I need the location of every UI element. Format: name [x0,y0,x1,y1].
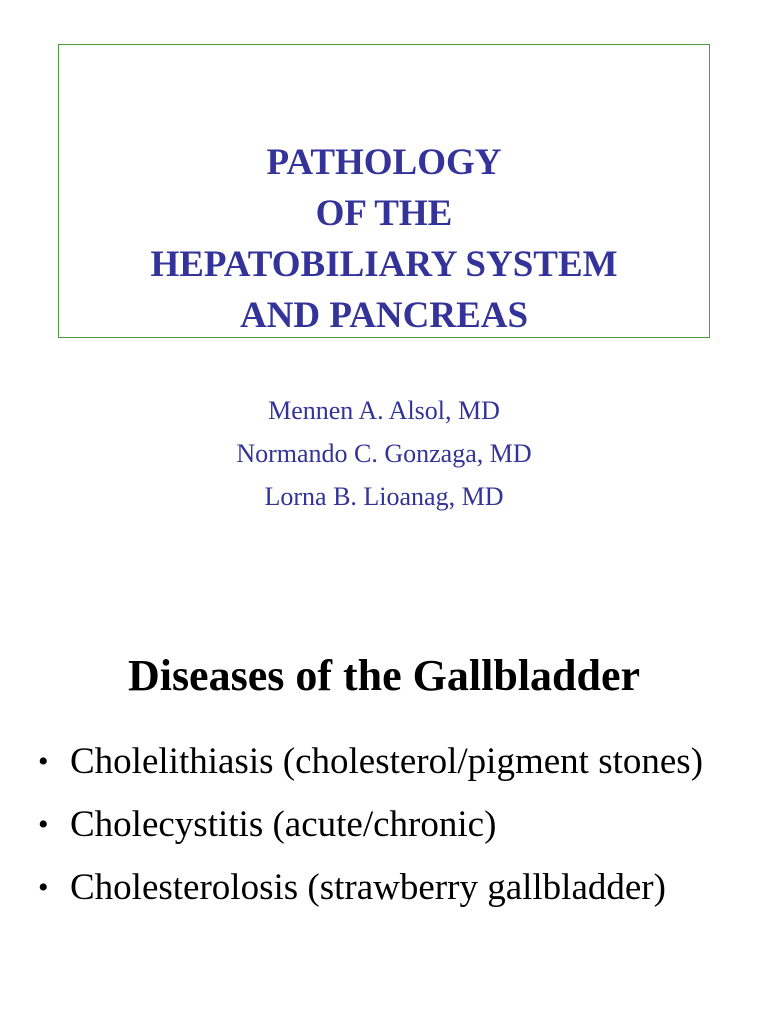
author-list [0,389,768,518]
content-slide [0,560,768,1024]
title-line: PATHOLOGY [266,142,502,183]
bullet-list [34,737,734,926]
bullet-text: Cholelithiasis (cholesterol/pigment stones) [70,741,704,782]
title-box [58,44,710,338]
bullet-icon: • [38,808,49,841]
bullet-icon: • [38,871,49,904]
title-line: AND PANCREAS [239,295,529,336]
title-line: HEPATOBILIARY SYSTEM [150,244,618,285]
author-name: Mennen A. Alsol, MD [268,396,500,425]
bullet-icon: • [38,745,49,778]
slide-heading: Diseases of the Gallbladder [127,651,641,700]
title-line: OF THE [315,193,453,234]
bullet-text: Cholecystitis (acute/chronic) [70,804,497,845]
slide-title [59,137,709,341]
bullet-text: Cholesterolosis (strawberry gallbladder) [70,867,666,908]
list-item [34,863,734,913]
author-name: Lorna B. Lioanag, MD [264,482,504,511]
list-item [34,800,734,850]
list-item [34,737,734,787]
author-name: Normando C. Gonzaga, MD [236,439,532,468]
